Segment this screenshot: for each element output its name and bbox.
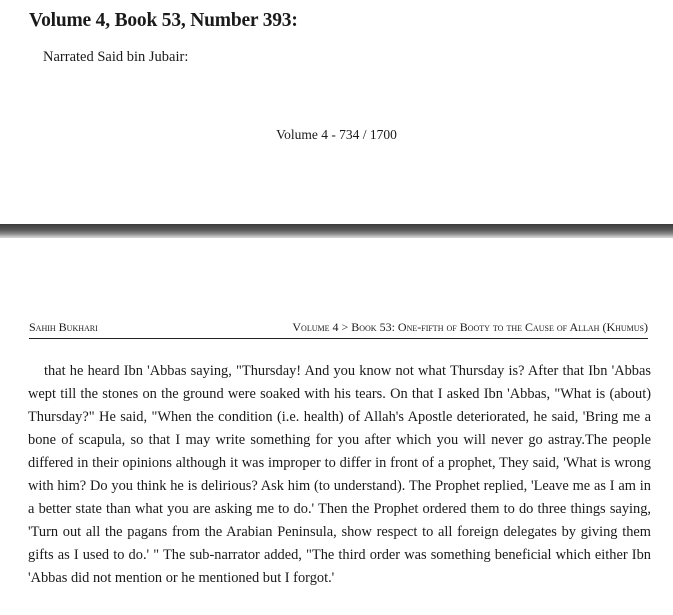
narrator-line: Narrated Said bin Jubair: [43, 49, 189, 65]
running-header [29, 320, 648, 339]
page-number: Volume 4 - 734 / 1700 [276, 127, 397, 142]
running-header-chapter: Volume 4 > Book 53: One-fifth of Booty to the Cause of Allah (Khumus) [292, 320, 648, 334]
page-top [0, 0, 673, 224]
hadith-heading: Volume 4, Book 53, Number 393: [29, 10, 298, 31]
page-bottom [0, 238, 673, 615]
page-divider [0, 224, 673, 238]
hadith-body-text: that he heard Ibn 'Abbas saying, "Thursday! And you know not what Thursday is? After that Ibn 'Abbas wept till the stones on the ground were soaked with his tears. On that I asked Ibn 'Abbas, "What is (about) Thursday?" He said, "When the condition (i.e. health) of Allah's Apostle deteriorated, he said, 'Bring me a bone of scapula, so that I may write something for you after which you will never go astray.The people differed in their opinions although it was improper to differ in front of a prophet, They said, 'What is wrong with him? Do you think he is delirious? Ask him (to understand). The Prophet replied, 'Leave me as I am in a better state than what you are asking me to do.' Then the Prophet ordered them to do three things saying, 'Turn out all the pagans from the Arabian Peninsula, show respect to all foreign delegates by giving them gifts as I used to do.' " The sub-narrator added, "The third order was something beneficial which either Ibn 'Abbas did not mention or he mentioned but I forgot.' [28, 363, 651, 586]
running-header-book: Sahih Bukhari [29, 320, 98, 334]
